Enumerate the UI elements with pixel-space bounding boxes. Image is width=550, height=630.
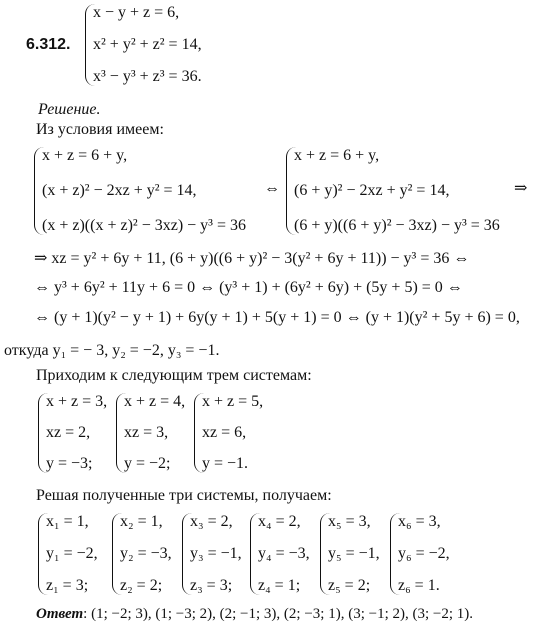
result3-z: z₃ = 3;	[190, 576, 233, 594]
result3-y: y₃ = −1,	[190, 544, 242, 562]
lead-systems: Приходим к следующим трем системам:	[36, 367, 312, 384]
result5-z: z₅ = 2;	[328, 576, 371, 594]
answer-label: Ответ	[36, 606, 84, 622]
result6-z: z₆ = 1.	[398, 576, 440, 594]
case2-eq-2: xz = 3,	[124, 423, 169, 441]
system-left-eq-2: (x + z)² − 2xz + y² = 14,	[42, 181, 197, 199]
case1-eq-3: y = −3;	[46, 454, 93, 472]
equivalence-arrow: ⇔	[264, 180, 280, 197]
result-system-1	[38, 513, 98, 595]
case-system-2	[116, 393, 185, 473]
problem-eq-2: x² + y² + z² = 14,	[93, 35, 202, 53]
system-left-eq-1: x + z = 6 + y,	[42, 147, 128, 164]
solution-heading: Решение.	[38, 101, 101, 118]
derivation-line-3: ⇔ (y + 1)(y² − y + 1) + 6y(y + 1) + 5(y + 1) = 0 ⇔ (y + 1)(y² + 5y + 6) = 0,	[34, 309, 520, 326]
answer-line	[36, 606, 473, 623]
result2-y: y₂ = −3,	[120, 544, 172, 562]
result4-y: y₄ = −3,	[258, 544, 310, 562]
system-left-eq-3: (x + z)((x + z)² − 3xz) − y³ = 36	[42, 216, 246, 234]
result2-z: z₂ = 2;	[120, 576, 163, 594]
result5-x: x₅ = 3,	[328, 513, 371, 530]
solution-intro: Из условия имеем:	[36, 121, 164, 138]
result6-x: x₆ = 3,	[398, 513, 441, 530]
roots-line: откуда y₁ = − 3, y₂ = −2, y₃ = −1.	[4, 342, 220, 359]
result1-x: x₁ = 1,	[46, 513, 89, 530]
answer-text: : (1; −2; 3), (1; −3; 2), (2; −1; 3), (2; −3; 1), (3; −1; 2), (3; −2; 1).	[83, 606, 474, 622]
problem-eq-1: x − y + z = 6,	[93, 4, 180, 21]
case2-eq-1: x + z = 4,	[124, 393, 186, 410]
system-left	[34, 147, 246, 235]
problem-number: 6.312.	[26, 36, 71, 53]
result3-x: x₃ = 2,	[190, 513, 233, 530]
case3-eq-3: y = −1.	[202, 454, 249, 472]
derivation-line-2: ⇔ y³ + 6y² + 11y + 6 = 0 ⇔ (y³ + 1) + (6y² + 6y) + (5y + 5) = 0 ⇔	[34, 279, 463, 296]
case3-eq-2: xz = 6,	[202, 423, 247, 441]
case1-eq-1: x + z = 3,	[46, 393, 108, 410]
result1-y: y₁ = −2,	[46, 544, 98, 562]
derivation-line-1: ⇒ xz = y² + 6y + 11, (6 + y)((6 + y)² − 3(y² + 6y + 11)) − y³ = 36 ⇔	[34, 250, 470, 267]
problem-eq-3: x³ − y³ + z³ = 36.	[93, 67, 202, 85]
system-right-eq-2: (6 + y)² − 2xz + y² = 14,	[294, 181, 450, 199]
result4-z: z₄ = 1;	[258, 576, 301, 594]
result-system-3	[182, 513, 242, 595]
result-system-2	[112, 513, 172, 595]
case-system-3	[194, 393, 263, 473]
result1-z: z₁ = 3;	[46, 576, 89, 594]
result-system-5	[320, 513, 380, 595]
result-system-4	[250, 513, 310, 595]
case-system-1	[38, 393, 107, 473]
result2-x: x₂ = 1,	[120, 513, 163, 530]
case2-eq-3: y = −2;	[124, 454, 171, 472]
result5-y: y₅ = −1,	[328, 544, 380, 562]
result4-x: x₄ = 2,	[258, 513, 301, 530]
result-system-6	[390, 513, 450, 595]
problem-system	[85, 4, 202, 86]
lead-results: Решая полученные три системы, получаем:	[36, 487, 332, 504]
implication-arrow: ⇒	[514, 180, 528, 197]
result6-y: y₆ = −2,	[398, 544, 450, 562]
system-right-eq-1: x + z = 6 + y,	[294, 147, 380, 164]
system-right	[286, 147, 500, 235]
system-right-eq-3: (6 + y)((6 + y)² − 3xz) − y³ = 36	[294, 216, 500, 234]
case3-eq-1: x + z = 5,	[202, 393, 264, 410]
case1-eq-2: xz = 2,	[46, 423, 91, 441]
